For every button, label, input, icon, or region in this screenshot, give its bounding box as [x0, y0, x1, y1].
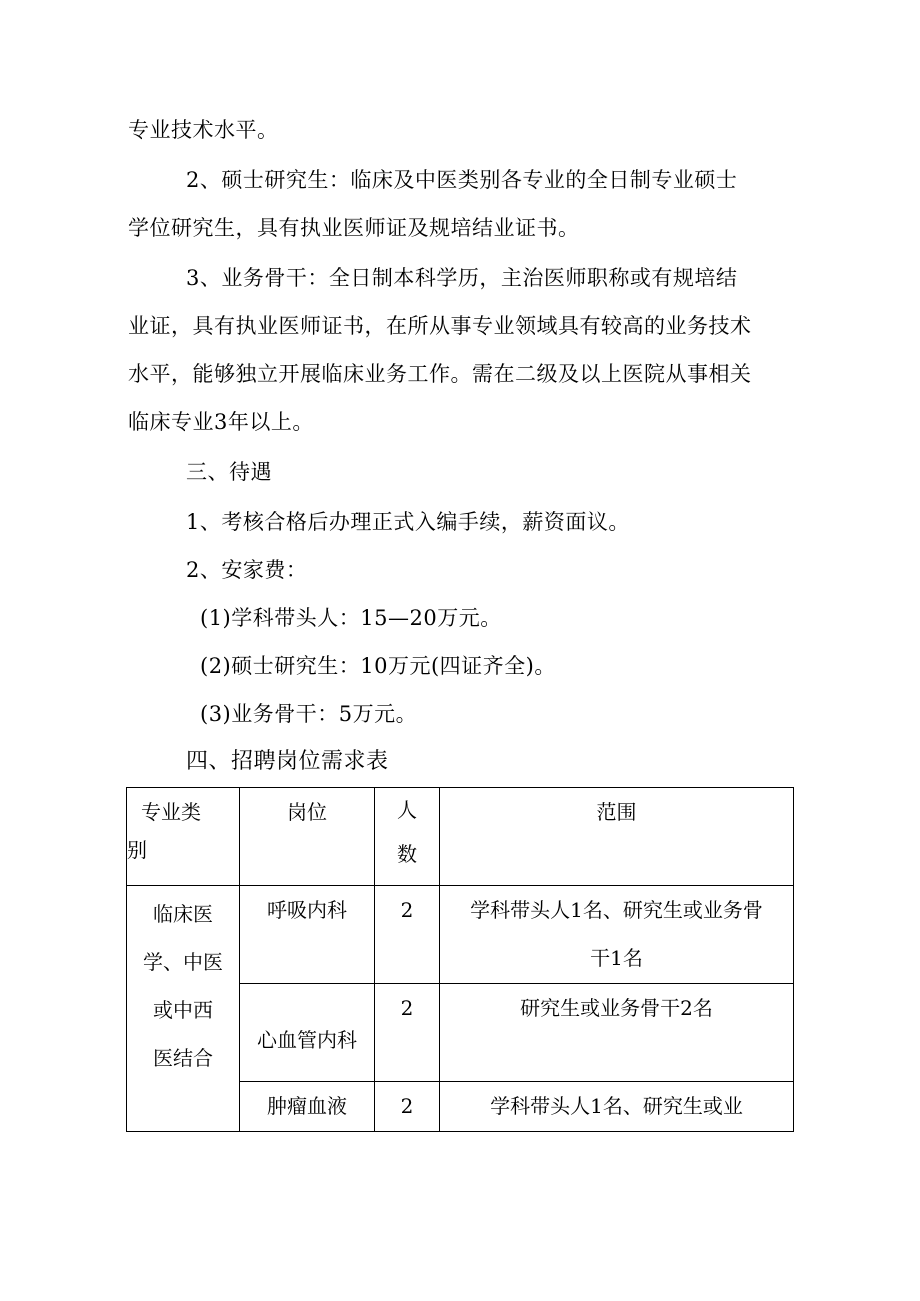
count-cell	[375, 984, 440, 1082]
scope-text: 干1名	[590, 946, 643, 970]
list-item: 1、考核合格后办理正式入编手续，薪资面议。	[186, 510, 630, 534]
post-text: 肿瘤血液	[267, 1094, 347, 1118]
paragraph-line: 专业技术水平。	[128, 118, 279, 142]
paragraph-line: 临床专业3年以上。	[128, 410, 314, 434]
section-heading: 三、待遇	[186, 460, 272, 484]
post-text: 心血管内科	[257, 1028, 357, 1052]
scope-text: 学科带头人1名、研究生或业务骨	[470, 898, 763, 922]
category-text: 医结合	[153, 1046, 213, 1070]
header-scope	[440, 788, 794, 886]
header-text: 人	[397, 798, 417, 822]
post-cell	[240, 1082, 375, 1132]
sub-list-item: (3)业务骨干：5万元。	[200, 702, 418, 726]
header-count	[375, 788, 440, 886]
header-text: 范围	[596, 800, 637, 824]
recruitment-table	[126, 787, 794, 1132]
paragraph-line: 学位研究生，具有执业医师证及规培结业证书。	[128, 216, 580, 240]
scope-cell	[440, 886, 794, 984]
header-text: 岗位	[287, 800, 327, 824]
scope-text: 学科带头人1名、研究生或业	[490, 1094, 743, 1118]
sub-list-item: (1)学科带头人：15—20万元。	[200, 606, 502, 630]
scope-cell	[440, 984, 794, 1082]
sub-list-item: (2)硕士研究生：10万元(四证齐全)。	[200, 654, 556, 678]
post-cell	[240, 984, 375, 1082]
paragraph-line: 业证，具有执业医师证书，在所从事专业领域具有较高的业务技术	[128, 314, 752, 338]
category-text: 临床医	[153, 902, 213, 926]
section-heading: 四、招聘岗位需求表	[186, 749, 389, 774]
header-text: 别	[127, 838, 147, 862]
count-cell	[375, 1082, 440, 1132]
category-text: 学、中医	[143, 950, 223, 974]
list-item: 2、安家费：	[186, 558, 308, 582]
table-header-row	[127, 788, 794, 886]
category-cell	[127, 886, 240, 1132]
paragraph-line: 2、硕士研究生：临床及中医类别各专业的全日制专业硕士	[186, 168, 738, 192]
scope-cell	[440, 1082, 794, 1132]
scope-text: 研究生或业务骨干2名	[520, 996, 713, 1020]
paragraph-line: 3、业务骨干：全日制本科学历，主治医师职称或有规培结	[186, 266, 738, 290]
count-text: 2	[400, 898, 414, 922]
header-category	[127, 788, 240, 886]
count-cell	[375, 886, 440, 984]
header-post	[240, 788, 375, 886]
category-text: 或中西	[153, 998, 213, 1022]
post-text: 呼吸内科	[267, 898, 347, 922]
header-text: 数	[397, 842, 417, 866]
post-cell	[240, 886, 375, 984]
header-text: 专业类	[141, 800, 201, 824]
count-text: 2	[400, 1094, 414, 1118]
count-text: 2	[400, 996, 414, 1020]
paragraph-line: 水平，能够独立开展临床业务工作。需在二级及以上医院从事相关	[128, 362, 752, 386]
table-row	[127, 886, 794, 984]
